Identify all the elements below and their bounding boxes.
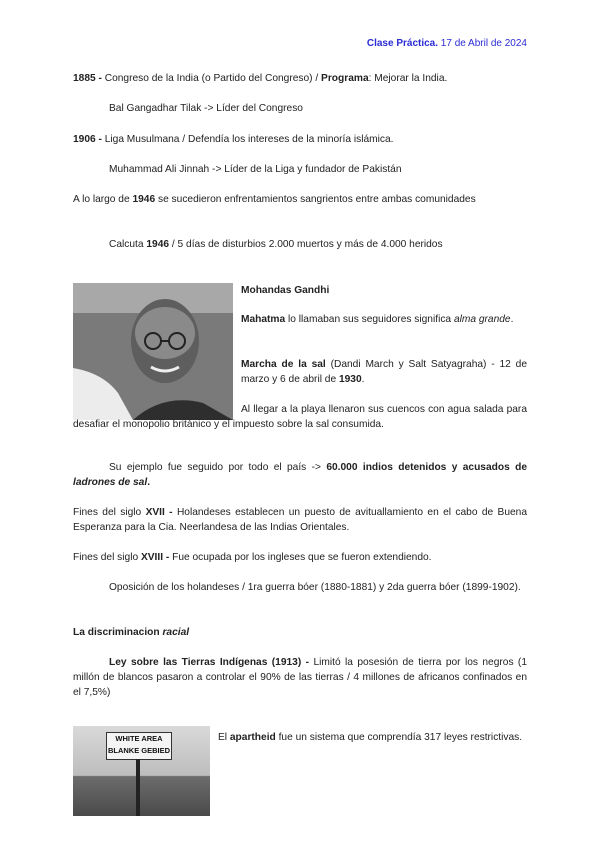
paragraph-ley-tierras [73,655,527,700]
bold-ley: Ley sobre las Tierras Indígenas (1913) - [109,657,314,668]
text: Fue ocupada por los ingleses que se fueron extendiendo. [172,552,432,563]
text: Fines del siglo [73,552,141,563]
text: Congreso de la India (o Partido del Congreso) / [104,73,322,84]
bold-detenidos: 60.000 indios detenidos y acusados de [326,462,527,473]
gandhi-title [241,283,527,298]
bold-xviii: XVIII - [140,552,173,563]
paragraph-llegar [73,402,527,432]
paragraph-jinnah: Muhammad Ali Jinnah -> Líder de la Liga y fundador de Pakistán [109,164,402,175]
paragraph-marcha [241,357,527,387]
gandhi-title-text: Mohandas Gandhi [241,285,330,296]
page-header [367,36,527,51]
text: Calcuta [109,239,147,250]
text: Liga Musulmana / Defendía los intereses de la minoría islámica. [104,134,394,145]
bold-1946: 1946 [146,239,170,250]
bold-discriminacion: La discriminacion [73,627,163,638]
text: fue un sistema que comprendía 317 leyes restrictivas. [275,732,523,743]
paragraph-1946 [73,192,527,207]
paragraph-1906 [73,132,527,147]
paragraph-siglo-xvii [73,505,527,535]
text: Su ejemplo fue seguido por todo el país -> [109,462,327,473]
year-1885: 1885 - [73,73,105,84]
sign-line-1: WHITE AREA [115,734,163,743]
text: (Dandi March y Salt Satyagraha) - 12 de marzo y 6 de abril de [241,359,527,385]
text: Al llegar a la playa llenaron sus cuencos con agua salada para desafiar el monopolio británico y el impuesto sobre la sal consumida. [73,404,527,430]
sign-post [136,759,140,816]
italic-racial: racial [162,627,190,638]
text: lo llamaban sus seguidores significa [285,314,454,325]
paragraph-ejemplo [73,460,527,490]
sign-board [106,732,172,760]
bold-marcha-sal: Marcha de la sal [241,359,326,370]
text: : Mejorar la India. [368,73,448,84]
paragraph-mahatma [241,312,527,327]
paragraph-tilak: Bal Gangadhar Tilak -> Líder del Congreso [109,103,303,114]
header-date: 17 de Abril de 2024 [438,38,527,49]
sign-line-2: BLANKE GEBIED [107,746,171,755]
gandhi-photo [73,283,233,420]
paragraph-1885 [73,71,527,86]
paragraph-apartheid [218,730,527,745]
bold-apartheid: apartheid [229,732,276,743]
text: . [361,374,365,385]
italic-ladrones: ladrones de sal [73,477,148,488]
text: . [147,477,151,488]
gandhi-portrait-icon [73,283,233,420]
bold-1930: 1930 [338,374,362,385]
heading-discriminacion [73,625,527,640]
bold-xvii: XVII - [145,507,177,518]
text: Fines del siglo [73,507,146,518]
year-1906: 1906 - [73,134,105,145]
bold-1946: 1946 [132,194,156,205]
paragraph-siglo-xviii [73,550,527,565]
text: . [510,314,514,325]
text: se sucedieron enfrentamientos sangrientos entre ambas comunidades [155,194,476,205]
paragraph-calcuta [73,237,527,252]
text: El [218,732,230,743]
paragraph-oposicion: Oposición de los holandeses / 1ra guerra bóer (1880-1881) y 2da guerra bóer (1899-1902). [109,582,521,593]
bold-mahatma: Mahatma [241,314,286,325]
text: / 5 días de disturbios 2.000 muertos y más de 4.000 heridos [169,239,443,250]
text: A lo largo de [73,194,133,205]
apartheid-sign-photo [73,726,210,816]
header-label: Clase Práctica. [366,38,439,49]
italic-alma-grande: alma grande [453,314,511,325]
text: Holandeses establecen un puesto de avituallamiento en el cabo de Buena Esperanza para la Cia. Neerlandesa de las Indias Orientales. [73,507,528,533]
text: Limitó la posesión de tierra por los negros (1 millón de blancos pasaron a controlar el 90% de las tierras / 4 millones de africanos confinados en el 7,5%) [73,657,527,698]
bold-programa: Programa [321,73,369,84]
